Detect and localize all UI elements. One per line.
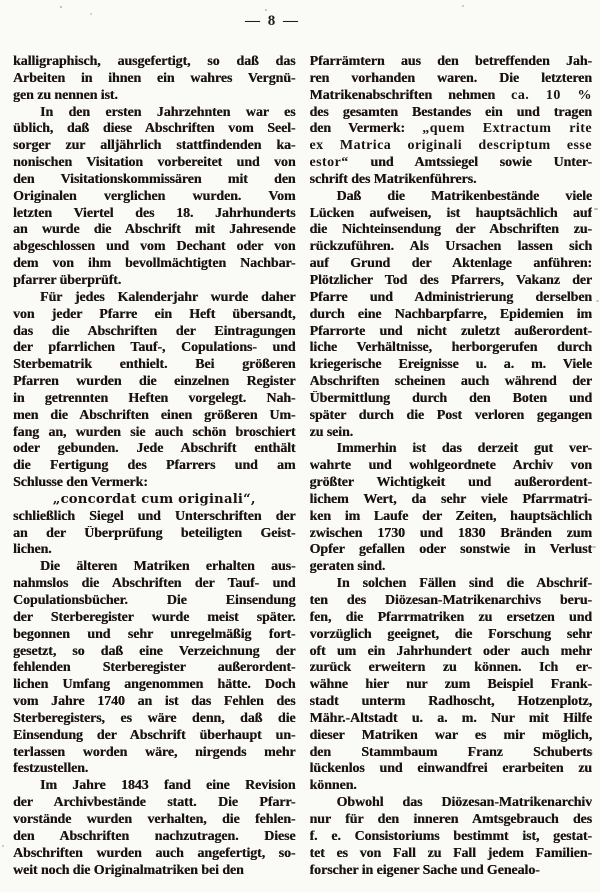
text-line <box>310 627 593 644</box>
text-line <box>310 222 593 239</box>
fraktur-text: Für jedes Kalenderjahr wurde daher <box>40 289 296 305</box>
text-line <box>13 273 296 290</box>
fraktur-text: pfarrer überprüft. <box>13 272 122 288</box>
fraktur-text: Pfarren wurden die einzelnen Register <box>13 374 296 390</box>
text-line <box>310 391 593 408</box>
fraktur-text: zu sein. <box>309 424 354 440</box>
fraktur-text: später durch die Post verloren gegangen <box>309 407 592 423</box>
paragraph <box>13 778 296 879</box>
column-right <box>310 54 593 879</box>
fraktur-text: nur für den inneren Amtsgebrauch des <box>309 811 592 827</box>
text-line <box>13 256 296 273</box>
fraktur-text: größter Wichtigkeit und außerordent- <box>309 475 592 491</box>
fraktur-text: ken im Laufe der Zeiten, hauptsächlich <box>309 508 592 524</box>
fraktur-text: liche Verhältnisse, herborgerufen durch <box>309 340 592 356</box>
fraktur-text: oder gebunden. Jede Abschrift enthält <box>13 441 296 457</box>
text-line <box>310 694 593 711</box>
text-line <box>310 660 593 677</box>
paragraph <box>13 492 296 509</box>
scan-speck <box>462 5 464 7</box>
fraktur-text: Abschriften wurden auch angefertigt, so- <box>13 845 296 861</box>
text-line <box>310 88 593 105</box>
fraktur-text: Mähr.-Altstadt u. a. m. Nur mit Hilfe <box>309 710 592 726</box>
column-left <box>13 54 296 879</box>
text-line <box>13 542 296 559</box>
text-line <box>13 509 296 526</box>
text-line <box>310 728 593 745</box>
fraktur-text: Pfarrorte und nicht zuletzt außerordent- <box>309 323 592 339</box>
text-line <box>13 189 296 206</box>
fraktur-text: den Abschriften nachzutragen. Diese <box>13 828 296 844</box>
text-line <box>13 795 296 812</box>
text-line <box>310 138 593 155</box>
paragraph <box>310 441 593 576</box>
text-line <box>310 155 593 172</box>
scan-speck <box>590 752 593 755</box>
text-line <box>13 846 296 863</box>
text-line <box>13 458 296 475</box>
fraktur-text: schließlich Siegel und Unterschriften der <box>13 508 296 524</box>
fraktur-text: f. e. Consistoriums bestimmt ist, gestat- <box>309 828 592 844</box>
text-line <box>310 408 593 425</box>
fraktur-text: vorstände wurden verhalten, die fehlen- <box>13 811 296 827</box>
text-line <box>13 425 296 442</box>
fraktur-text: kriegerische Ereignisse u. a. m. Viele <box>309 357 592 373</box>
text-line <box>13 812 296 829</box>
text-line <box>310 509 593 526</box>
text-line <box>13 307 296 324</box>
latin-text: estor“ <box>309 155 349 171</box>
text-line <box>13 492 296 509</box>
fraktur-text: ten des Diözesan-Matrikenarchivs beru- <box>309 593 592 608</box>
fraktur-text: wahrte und wohlgeordnete Archiv von <box>309 458 592 474</box>
text-line <box>13 172 296 189</box>
text-line <box>310 829 593 846</box>
text-line <box>310 559 593 576</box>
text-line <box>13 778 296 795</box>
scan-speck <box>592 546 596 548</box>
text-line <box>310 121 593 138</box>
fraktur-text: und Amtssiegel sowie Unter- <box>348 155 592 171</box>
fraktur-text: Die älteren Matriken erhalten aus- <box>40 559 296 575</box>
paragraph <box>310 189 593 442</box>
text-line <box>310 357 593 374</box>
scan-speck <box>596 300 599 302</box>
fraktur-text: nahmslos die Abschriften der Tauf- und <box>13 576 296 592</box>
text-line <box>13 357 296 374</box>
text-line <box>13 475 296 492</box>
text-line <box>310 610 593 627</box>
fraktur-text: fehlenden Sterberegister außerordent- <box>13 660 296 676</box>
fraktur-text: Übermittlung durch den Boten und <box>309 390 592 406</box>
text-line <box>310 340 593 357</box>
text-line <box>310 189 593 206</box>
text-line <box>310 172 593 189</box>
fraktur-text: durch eine Nachbarpfarre, Epidemien im <box>309 306 592 322</box>
fraktur-text: Obwohl das Diözesan-Matrikenarchiv <box>336 795 592 811</box>
text-line <box>310 206 593 223</box>
scan-speck <box>60 6 62 8</box>
fraktur-text: begonnen und sehr unregelmäßig fort- <box>13 626 296 642</box>
fraktur-text: festzustellen. <box>13 761 89 777</box>
fraktur-text: gesetzt, so daß eine Verzeichnung der <box>13 643 296 659</box>
fraktur-text: Pfarrämtern aus den betreffenden Jah- <box>309 54 592 69</box>
text-line <box>310 795 593 812</box>
text-line <box>13 677 296 694</box>
fraktur-text: die Fertigung des Pfarrers und am <box>13 458 296 474</box>
text-line <box>13 711 296 728</box>
text-line <box>13 138 296 155</box>
fraktur-text: men die Abschriften einen größeren Um- <box>13 407 296 423</box>
text-line <box>310 846 593 863</box>
text-line <box>310 273 593 290</box>
text-line <box>310 54 593 71</box>
fraktur-text: üblich, daß diese Abschriften vom Seel- <box>13 121 296 137</box>
fraktur-text: fang an, wurden sie auch schön broschiert <box>13 424 296 440</box>
fraktur-text: an wurde die Abschrift mit Jahresende <box>13 222 296 238</box>
fraktur-text: der pfarrlichen Tauf-, Copulations- und <box>13 340 296 356</box>
fraktur-text: schrift des Matrikenführers. <box>309 171 477 187</box>
text-line <box>13 660 296 677</box>
text-line <box>310 593 593 610</box>
fraktur-text: forscher in eigener Sache und Genealo- <box>309 862 540 878</box>
fraktur-text: lichem Wert, da sehr viele Pfarrmatri- <box>309 491 592 507</box>
text-line <box>310 644 593 661</box>
fraktur-text: Matrikenabschriften nehmen <box>309 87 512 103</box>
fraktur-text: tet es von Fall zu Fall jedem Familien- <box>309 845 592 861</box>
fraktur-text: nonischen Visitation vorbereitet und von <box>13 155 296 171</box>
fraktur-text: terlassen worden wäre, nirgends mehr <box>13 744 296 760</box>
text-line <box>310 374 593 391</box>
fraktur-text: auf Grund der Aktenlage anführen: <box>309 256 592 272</box>
fraktur-text: Pfarre und Administrierung derselben <box>309 289 592 305</box>
text-line <box>13 576 296 593</box>
fraktur-text: gen zu nennen ist. <box>13 87 118 103</box>
paragraph <box>310 576 593 795</box>
fraktur-text: Sterberegisters, es wäre denn, daß die <box>13 710 296 726</box>
fraktur-text: Sterbematrik enthielt. Bei größeren <box>13 357 296 373</box>
fraktur-text: Copulationsbücher. Die Einsendung <box>13 593 296 608</box>
fraktur-text: Immerhin ist das derzeit gut ver- <box>336 441 592 457</box>
text-line <box>310 256 593 273</box>
text-line <box>13 610 296 627</box>
text-line <box>310 105 593 122</box>
text-line <box>13 222 296 239</box>
text-line <box>13 694 296 711</box>
text-line <box>310 324 593 341</box>
fraktur-text: fen, die Pfarrmatriken zu ersetzen und <box>309 609 592 625</box>
text-line <box>13 121 296 138</box>
fraktur-text: dieser Matriken war es mir möglich, <box>309 727 592 743</box>
text-line <box>310 745 593 762</box>
fraktur-text: stadt unterm Radhoscht, Hotzenplotz, <box>309 694 592 710</box>
fraktur-text: kalligraphisch, ausgefertigt, so daß das <box>13 54 296 69</box>
paragraph <box>13 509 296 560</box>
text-line <box>310 290 593 307</box>
fraktur-text: letzten Viertel des 18. Jahrhunderts <box>13 205 296 221</box>
text-line <box>310 711 593 728</box>
paragraph <box>310 54 593 189</box>
text-line <box>13 408 296 425</box>
fraktur-text: Daß die Matrikenbestände viele <box>336 188 592 204</box>
latin-text: ex Matrica originali descriptum esse <box>309 138 592 154</box>
text-line <box>13 829 296 846</box>
fraktur-text: vom Jahre 1740 an ist das Fehlen des <box>13 694 296 710</box>
fraktur-text: vorzüglich geeignet, die Forschung sehr <box>309 626 592 642</box>
fraktur-text: können. <box>309 778 357 794</box>
fraktur-text: den Visitationskommissären mit den <box>13 171 296 187</box>
fraktur-text: rückzuführen. Als Ursachen lassen sich <box>309 239 592 255</box>
scan-speck <box>90 13 92 15</box>
text-line <box>13 728 296 745</box>
fraktur-text: dem von ihm bevollmächtigten Nachbar- <box>13 256 296 272</box>
text-line <box>310 425 593 442</box>
latin-text: ca. 10 % <box>511 87 592 103</box>
text-line <box>13 206 296 223</box>
fraktur-text: die Nichteinsendung der Abschriften zu- <box>309 222 592 238</box>
fraktur-text: lückenlos und einwandfrei erarbeiten zu <box>309 761 592 777</box>
page-number: — 8 — <box>245 13 300 29</box>
text-line <box>13 745 296 762</box>
fraktur-text: Schlusse den Vermerk: <box>13 475 148 491</box>
text-line <box>13 290 296 307</box>
fraktur-text: den Vermerk: <box>309 121 423 137</box>
text-line <box>310 812 593 829</box>
text-line <box>310 542 593 559</box>
text-line <box>310 71 593 88</box>
text-line <box>310 475 593 492</box>
fraktur-text: abgeschlossen und vom Dechant oder von <box>13 239 296 255</box>
fraktur-text: der Sterberegister wurde meist später. <box>13 609 296 625</box>
fraktur-text: Abschriften scheinen auch während der <box>309 374 592 390</box>
text-line <box>13 863 296 880</box>
text-line <box>13 340 296 357</box>
fraktur-text: In den ersten Jahrzehnten war es <box>40 104 296 120</box>
fraktur-text: der Archivbestände statt. Die Pfarr- <box>13 795 296 811</box>
scan-speck <box>2 845 4 847</box>
text-line <box>13 88 296 105</box>
fraktur-text: Originalen verglichen wurden. Vom <box>13 188 296 204</box>
scan-speck <box>265 9 267 11</box>
fraktur-text: Opfer gefallen oder sonstwie in Verlust <box>309 542 592 558</box>
fraktur-text: des gesamten Bestandes ein und tragen <box>309 104 592 120</box>
fraktur-text: Plötzlicher Tod des Pfarrers, Vakanz der <box>309 272 592 288</box>
text-line <box>310 761 593 778</box>
fraktur-text: lichen Umfang angenommen hätte. Doch <box>13 677 296 693</box>
fraktur-text: von jeder Pfarre ein Heft übersandt, <box>13 306 296 322</box>
text-line <box>310 778 593 795</box>
text-line <box>13 105 296 122</box>
fraktur-text: lichen. <box>13 542 52 558</box>
text-line <box>13 391 296 408</box>
text-line <box>310 863 593 880</box>
fraktur-text: sorger zur alljährlich stattfindenden ka- <box>13 138 296 154</box>
fraktur-text: ren vorhanden waren. Die letzteren <box>309 70 592 86</box>
text-columns <box>13 54 592 879</box>
text-line <box>13 71 296 88</box>
text-line <box>310 526 593 543</box>
text-line <box>13 324 296 341</box>
paragraph <box>13 290 296 492</box>
paragraph <box>13 105 296 290</box>
scan-speck <box>594 208 598 210</box>
text-line <box>310 239 593 256</box>
fraktur-text: in getrennten Heften vorgelegt. Nah- <box>13 390 296 406</box>
text-line <box>13 627 296 644</box>
latin-text: „quem Extractum rite <box>422 121 592 137</box>
text-line <box>13 644 296 661</box>
text-line <box>13 54 296 71</box>
fraktur-text: Im Jahre 1843 fand eine Revision <box>40 778 296 794</box>
text-line <box>310 458 593 475</box>
fraktur-text: Lücken aufweisen, ist hauptsächlich auf <box>309 205 592 221</box>
fraktur-text: oft um ein Jahrhundert oder auch mehr <box>309 643 592 659</box>
fraktur-text: den Stammbaum Franz Schuberts <box>309 744 592 760</box>
fraktur-text: zurück erweitern zu können. Ich er- <box>309 660 592 676</box>
text-line <box>13 239 296 256</box>
paragraph <box>13 559 296 778</box>
text-line <box>13 559 296 576</box>
text-line <box>310 307 593 324</box>
fraktur-text: wähne hier nur zum Beispiel Frank- <box>309 677 592 693</box>
latin-text: „concordat cum originali“, <box>52 491 256 507</box>
fraktur-text: an der Überprüfung beteiligten Geist- <box>13 525 296 541</box>
text-line <box>13 761 296 778</box>
text-line <box>310 492 593 509</box>
fraktur-text: In solchen Fällen sind die Abschrif- <box>336 576 592 592</box>
text-line <box>310 441 593 458</box>
fraktur-text: weit noch die Originalmatriken bei den <box>13 862 244 878</box>
fraktur-text: das die Abschriften der Eintragungen <box>13 323 296 339</box>
fraktur-text: Einsendung der Abschrift überhaupt un- <box>13 727 296 743</box>
fraktur-text: Arbeiten in ihnen ein wahres Vergnü- <box>13 70 296 86</box>
paragraph <box>310 795 593 879</box>
text-line <box>13 441 296 458</box>
text-line <box>13 155 296 172</box>
text-line <box>13 374 296 391</box>
fraktur-text: geraten sind. <box>309 559 386 575</box>
paragraph <box>13 54 296 105</box>
text-line <box>310 576 593 593</box>
text-line <box>13 526 296 543</box>
text-line <box>310 677 593 694</box>
fraktur-text: zwischen 1730 und 1830 Bränden zum <box>309 525 592 541</box>
text-line <box>13 593 296 610</box>
